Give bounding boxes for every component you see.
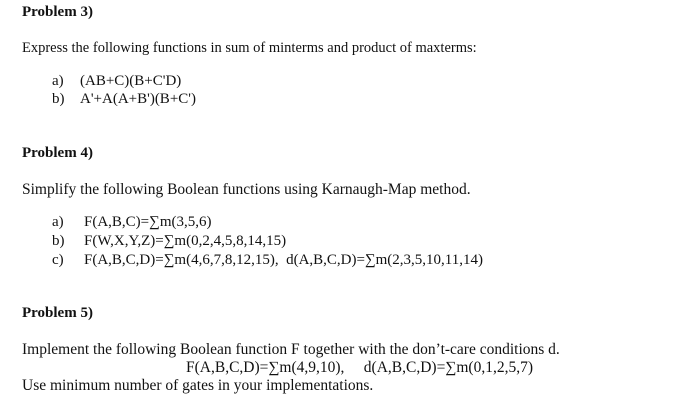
problem-5-function-line: F(A,B,C,D)=∑m(4,9,10), d(A,B,C,D)=∑m(0,1,2,5,7) — [186, 359, 533, 376]
item-letter: a) — [52, 73, 64, 89]
item-expression: F(A,B,C,D)=∑m(4,6,7,8,12,15), d(A,B,C,D)=∑m(2,3,5,10,11,14) — [84, 252, 483, 268]
item-expression: F(A,B,C)=∑m(3,5,6) — [84, 214, 212, 230]
item-letter: b) — [52, 91, 65, 107]
item-expression: F(W,X,Y,Z)=∑m(0,2,4,5,8,14,15) — [84, 233, 287, 249]
problem-3-item-b — [52, 91, 196, 108]
problem-5-heading: Problem 5) — [22, 305, 93, 321]
item-expression: A'+A(A+B')(B+C') — [80, 91, 196, 107]
problem-4-item-b — [52, 233, 286, 250]
problem-3-instruction: Express the following functions in sum of minterms and product of maxterms: — [22, 40, 477, 56]
problem-4-item-a — [52, 214, 212, 231]
problem-4-heading: Problem 4) — [22, 145, 93, 161]
problem-3-item-a — [52, 73, 181, 90]
item-expression: (AB+C)(B+C'D) — [80, 73, 182, 89]
problem-4-item-c — [52, 252, 483, 269]
problem-5-instruction: Implement the following Boolean function F together with the don’t-care conditions d. — [22, 341, 560, 358]
item-letter: b) — [52, 233, 65, 249]
problem-4-instruction: Simplify the following Boolean functions using Karnaugh-Map method. — [22, 181, 471, 198]
item-letter: c) — [52, 252, 64, 268]
problem-5-footer: Use minimum number of gates in your implementations. — [22, 377, 374, 394]
problem-3-heading: Problem 3) — [22, 4, 93, 20]
item-letter: a) — [52, 214, 64, 230]
